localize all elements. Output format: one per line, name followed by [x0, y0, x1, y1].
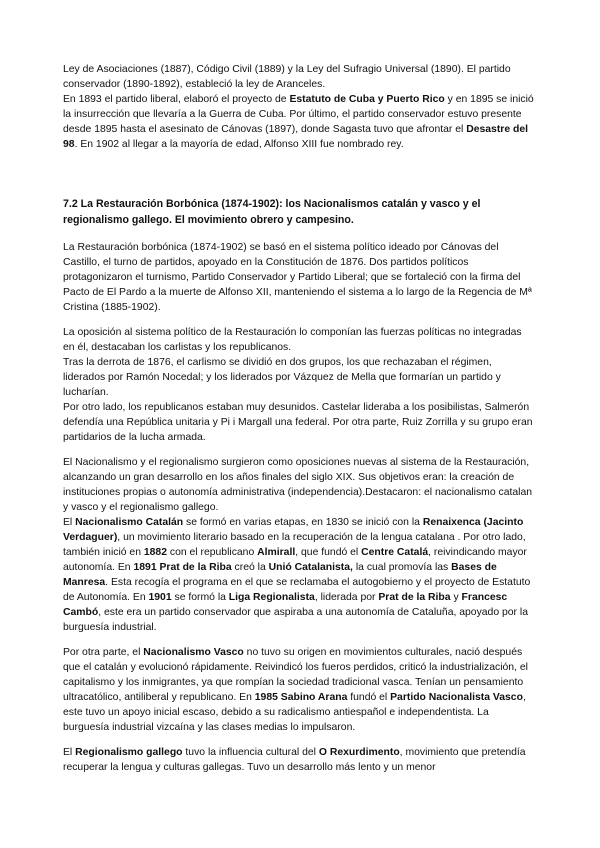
paragraph-republicanos: Por otro lado, los republicanos estaban muy desunidos. Castelar lideraba a los posibilistas, Salmerón defendía una República unitaria y Pi i Margall una federal. Por otra parte, Ruiz Zorrilla y su grupo eran partidarios de la lucha armada. [63, 402, 533, 443]
text-run: . Esta recogía el programa en el que se reclamaba el autogobierno y el proyecto de Estatuto de Autonomía. En [63, 577, 531, 603]
paragraph-oposicion: La oposición al sistema político de la Restauración lo componían las fuerzas políticas no integradas en él, destacaban los carlistas y los republicanos. [63, 327, 522, 353]
text-run: creó la [231, 562, 269, 573]
bold-term: Almirall [257, 547, 296, 558]
bold-term: Regionalismo gallego [75, 747, 183, 758]
paragraph-intro-1: Ley de Asociaciones (1887), Código Civil (1889) y la Ley del Sufragio Universal (1890). El partido conservador (1890-1892), estableció la ley de Aranceles. [63, 64, 511, 90]
text-run: , este tuvo un apoyo inicial escaso, debido a su radicalismo antiespañol e independentista. La burguesía industrial vizcaína y las clases medias lo impulsaron. [63, 692, 526, 733]
body-block [63, 240, 535, 785]
bold-term: Unió Catalanista, [268, 562, 353, 573]
text-run: , un movimiento literario basado en la recuperación de la lengua catalana . Por otro lado, también inició en [63, 532, 526, 558]
bold-term: O Rexurdimento [318, 747, 400, 758]
bold-term: Partido Nacionalista Vasco [390, 692, 523, 703]
bold-term: 1901 [148, 592, 172, 603]
text-run: , este era un partido conservador que aspiraba a una autonomía de Cataluña, apoyado por la burguesía industrial. [63, 607, 528, 633]
paragraph-nacionalismo-vasco [63, 645, 535, 735]
text-run: tuvo la influencia cultural del [182, 747, 319, 758]
text-run: con el republicano [167, 547, 258, 558]
text-run: se formó en varias etapas, en 1830 se inició con la [183, 517, 423, 528]
text-run: la cual promovía las [352, 562, 452, 573]
bold-term: 1882 [143, 547, 167, 558]
text-run: Por otra parte, el [63, 647, 144, 658]
bold-term: Nacionalismo Catalán [75, 517, 184, 528]
text-run: , movimiento que pretendía recuperar la lengua y culturas gallegas. Tuvo un desarrollo más lento y un menor [63, 747, 526, 773]
bold-term: Centre Catalá [361, 547, 429, 558]
paragraph-nacionalismo-intro: El Nacionalismo y el regionalismo surgieron como oposiciones nuevas al sistema de la Restauración, alcanzando un gran desarrollo en los años finales del siglo XIX. Sus objetivos eran: la creación de instituciones propias o autonomía administrativa (independencia).Destacaron: el nacionalismo catalan y vasco y el regionalismo gallego. [63, 457, 532, 513]
bold-term: 1985 Sabino Arana [254, 692, 348, 703]
text-run: El [63, 517, 76, 528]
bold-term: Estatuto de Cuba y Puerto Rico [289, 94, 445, 105]
text-run: , liderada por [314, 592, 379, 603]
bold-term: Prat de la Riba [378, 592, 451, 603]
bold-term: Nacionalismo Vasco [143, 647, 244, 658]
text-run: fundó el [347, 692, 391, 703]
text-run: y en 1895 se inició la insurrección que llevaría a la Guerra de Cuba. Por último, el partido conservador estuvo presente desde 1895 hasta el asesinato de Cánovas (1897), donde Sagasta tuvo que afrontar el [63, 94, 534, 135]
paragraph-carlismo: Tras la derrota de 1876, el carlismo se dividió en dos grupos, los que rechazaban el régimen, liderados por Ramón Nocedal; y los liderados por Vázquez de Mella que formarían un partido y lucharían. [63, 357, 501, 398]
bold-term: Renaixenca (Jacinto Verdaguer) [63, 517, 524, 543]
text-run: . En 1902 al llegar a la mayoría de edad, Alfonso XIII fue nombrado rey. [74, 139, 404, 150]
text-run: , reivindicando mayor autonomía. En [63, 547, 527, 573]
section-title: 7.2 La Restauración Borbónica (1874-1902): los Nacionalismos catalán y vasco y el regionalismo gallego. El movimiento obrero y campesino. [63, 198, 481, 226]
paragraph-nacionalismo-catalan [63, 515, 535, 635]
text-run: se formó la [171, 592, 229, 603]
bold-term: Francesc Cambó [63, 592, 508, 618]
intro-block [63, 62, 535, 152]
text-run: , que fundó el [295, 547, 362, 558]
bold-term: 1891 Prat de la Riba [133, 562, 232, 573]
bold-term: Desastre del 98 [63, 124, 529, 150]
text-run: no tuvo su origen en movimientos culturales, nació después que el catalán y evolucionó rápidamente. Reivindicó los fueros perdidos, criticó la industrialización, el capitalismo y los inmigrantes, ya que rompían la sociedad tradicional vasca. Tenían un pensamiento ultracatólico, antiliberal y republicano. En [63, 647, 528, 703]
paragraph-restauracion: La Restauración borbónica (1874-1902) se basó en el sistema político ideado por Cánovas del Castillo, el turno de partidos, apoyado en la Constitución de 1876. Dos partidos políticos protagonizaron el turnismo, Partido Conservador y Partido Liberal; que se fortaleció con la firma del Pacto de El Pardo a la muerte de Alfonso XII, manteniendo el sistema a lo largo de la Regencia de Mª Cristina (1885-1902). [63, 242, 532, 313]
text-run: y [450, 592, 462, 603]
paragraph-group-oposicion [63, 325, 535, 445]
text-run: El [63, 747, 76, 758]
bold-term: Liga Regionalista [228, 592, 315, 603]
paragraph-group-nacionalismos [63, 455, 535, 635]
bold-term: Bases de Manresa [63, 562, 497, 588]
text-run: En 1893 el partido liberal, elaboró el proyecto de [63, 94, 290, 105]
paragraph-intro-2 [63, 92, 535, 152]
section-heading-block [63, 196, 535, 228]
paragraph-regionalismo-gallego [63, 745, 535, 775]
